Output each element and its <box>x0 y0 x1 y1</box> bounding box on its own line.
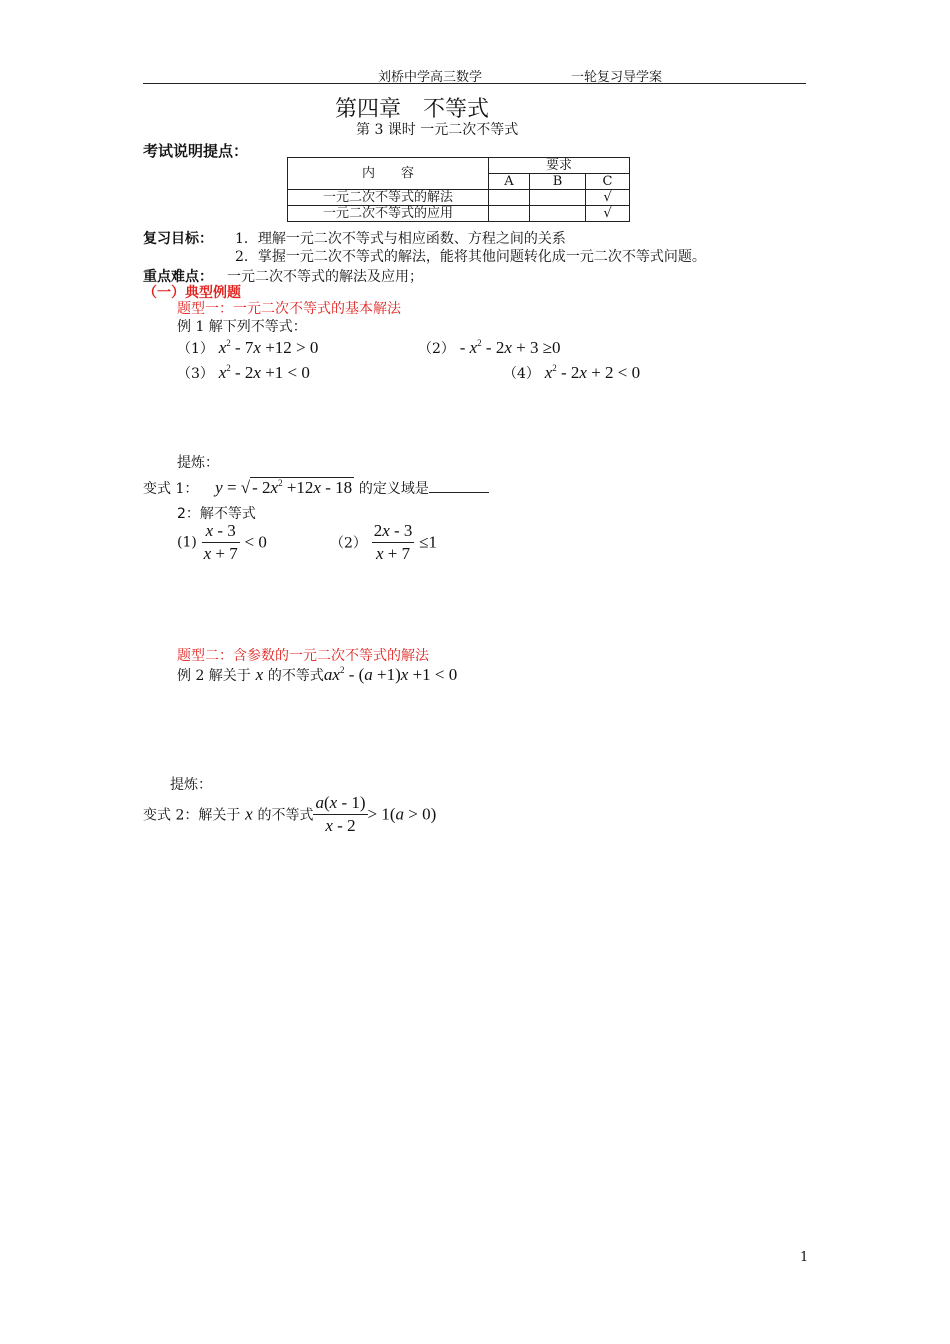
chapter-title: 第四章 不等式 <box>335 97 490 122</box>
example-2: 例 2 解关于 x 的不等式$ax^2 - (a +1)x +1 < 0$ <box>177 665 458 684</box>
key-label: 重点难点： <box>143 269 213 285</box>
row-b <box>530 206 586 222</box>
problem-3: （3） $x^2 - 2x +1 < 0$ <box>177 363 310 382</box>
problem-2: $(2) - x^2 - 2x + 3 \ge 0$ <box>418 338 561 357</box>
level-b: B <box>530 174 586 190</box>
key-text: 一元二次不等式的解法及应用； <box>227 269 423 285</box>
row-content: 一元二次不等式的解法 <box>288 190 489 206</box>
level-c: C <box>586 174 630 190</box>
row-a <box>489 190 530 206</box>
level-a: A <box>489 174 530 190</box>
problem-1: （1） $x^2 - 7x +12 > 0$ <box>177 338 319 357</box>
section-1-title: （一）典型例题 <box>143 285 241 301</box>
variant-1: 变式 1： y = √ - $2x^2 +12x - 18$ 的定义域是 <box>143 477 489 498</box>
content-header: 内 容 <box>288 158 489 190</box>
goal-2: 2．掌握一元二次不等式的解法，能将其他问题转化成一元二次不等式问题。 <box>235 249 706 265</box>
refine-1: 提炼： <box>177 455 219 471</box>
question-2: （2） $\frac{2x - 3}{x + 7}$ ≤1 <box>330 521 438 563</box>
row-c: √ <box>586 190 630 206</box>
exam-points-label: 考试说明提点： <box>143 142 249 160</box>
table-row <box>288 190 630 206</box>
goal-1: 1．理解一元二次不等式与相应函数、方程之间的关系 <box>235 231 566 247</box>
page-number: 1 <box>800 1250 809 1265</box>
requirements-table <box>287 157 630 222</box>
type-1-title: 题型一：一元二次不等式的基本解法 <box>177 301 401 317</box>
row-c: √ <box>586 206 630 222</box>
row-content: 一元二次不等式的应用 <box>288 206 489 222</box>
question-1: (1) $\frac{x - 3}{x + 7}$ < 0 <box>177 521 267 563</box>
requirement-header: 要求 <box>489 158 630 174</box>
refine-2: 提炼： <box>170 777 212 793</box>
answer-blank[interactable] <box>429 478 489 493</box>
table-row <box>288 206 630 222</box>
example-1: 例 1 解下列不等式： <box>177 319 307 335</box>
part-2-title: 2：解不等式 <box>177 506 256 522</box>
problem-4: （4） $x^2 - 2x + 2 < 0$ <box>503 363 641 382</box>
variant-2: 变式 2：解关于 x 的不等式 $\frac{a(x - 1)}{x - 2}$ > 1(a > 0) <box>143 793 437 835</box>
type-2-title: 题型二：含参数的一元二次不等式的解法 <box>177 648 429 664</box>
header-rule <box>143 83 806 84</box>
header-left: 刘桥中学高三数学 <box>378 70 483 85</box>
header-right: 一轮复习导学案 <box>571 70 663 85</box>
row-b <box>530 190 586 206</box>
lesson-title: 第 3 课时 一元二次不等式 <box>356 122 519 138</box>
row-a <box>489 206 530 222</box>
goals-label: 复习目标： <box>143 231 213 247</box>
